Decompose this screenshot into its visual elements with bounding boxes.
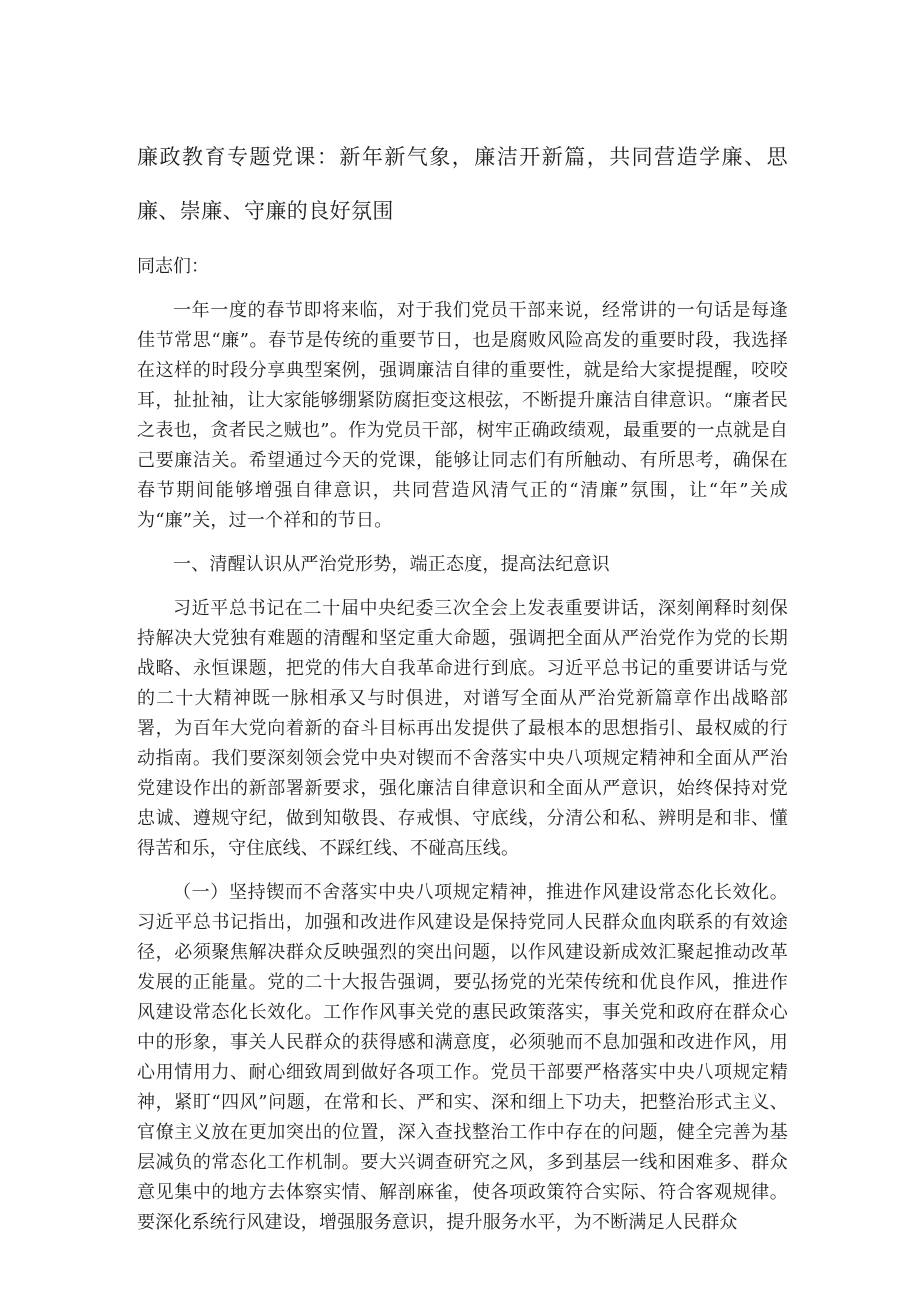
intro-paragraph: 一年一度的春节即将来临，对于我们党员干部来说，经常讲的一句话是每逢佳节常思“廉”。春节是传统的重要节日，也是腐败风险高发的重要时段，我选择在这样的时段分享典型案例，强调廉洁自律的重要性，就是给大家提提醒，咬咬耳，扯扯袖，让大家能够绷紧防腐拒变这根弦，不断提升廉洁自律意识。“廉者民之表也，贪者民之贼也”。作为党员干部，树牢正确政绩观，最重要的一点就是自己要廉洁关。希望通过今天的党课，能够让同志们有所触动、有所思考，确保在春节期间能够增强自律意识，共同营造风清气正的“清廉”氛围，让“年”关成为“廉”关，过一个祥和的节日。: [137, 300, 788, 531]
section-1-heading: 一、清醒认识从严治党形势，端正态度，提高法纪意识: [173, 554, 610, 575]
section-1-paragraph: 习近平总书记在二十届中央纪委三次全会上发表重要讲话，深刻阐释时刻保持解决大党独有难题的清醒和坚定重大命题，强调把全面从严治党作为党的长期战略、永恒课题，把党的伟大自我革命进行到底。习近平总书记的重要讲话与党的二十大精神既一脉相承又与时俱进，对谱写全面从严治党新篇章作出战略部署，为百年大党向着新的奋斗目标再出发提供了最根本的思想指引、最权威的行动指南。我们要深刻领会党中央对锲而不舍落实中央八项规定精神和全面从严治党建设作出的新部署新要求，强化廉洁自律意识和全面从严意识，始终保持对党忠诚、遵规守纪，做到知敬畏、存戒惧、守底线，分清公和私、辨明是和非、懂得苦和乐，守住底线、不踩红线、不碰高压线。: [137, 598, 788, 859]
subsection-1-paragraph: （一）坚持锲而不舍落实中央八项规定精神，推进作风建设常态化长效化。习近平总书记指出，加强和改进作风建设是保持党同人民群众血肉联系的有效途径，必须聚焦解决群众反映强烈的突出问题，以作风建设新成效汇聚起推动改革发展的正能量。党的二十大报告强调，要弘扬党的光荣传统和优良作风，推进作风建设常态化长效化。工作作风事关党的惠民政策落实，事关党和政府在群众心中的形象，事关人民群众的获得感和满意度，必须驰而不息加强和改进作风，用心用情用力、耐心细致周到做好各项工作。党员干部要严格落实中央八项规定精神，紧盯“四风”问题，在常和长、严和实、深和细上下功夫，把整治形式主义、官僚主义放在更加突出的位置，深入查找整治工作中存在的问题，健全完善为基层减负的常态化工作机制。要大兴调查研究之风，多到基层一线和困难多、群众意见集中的地方去体察实情、解剖麻雀，使各项政策符合实际、符合客观规律。要深化系统行风建设，增强服务意识，提升服务水平，为不断满足人民群众: [137, 882, 788, 1233]
document-title: 廉政教育专题党课：新年新气象，廉洁开新篇，共同营造学廉、思廉、崇廉、守廉的良好氛围: [137, 145, 788, 223]
salutation: 同志们：: [137, 256, 209, 277]
document-body: [137, 130, 788, 1238]
